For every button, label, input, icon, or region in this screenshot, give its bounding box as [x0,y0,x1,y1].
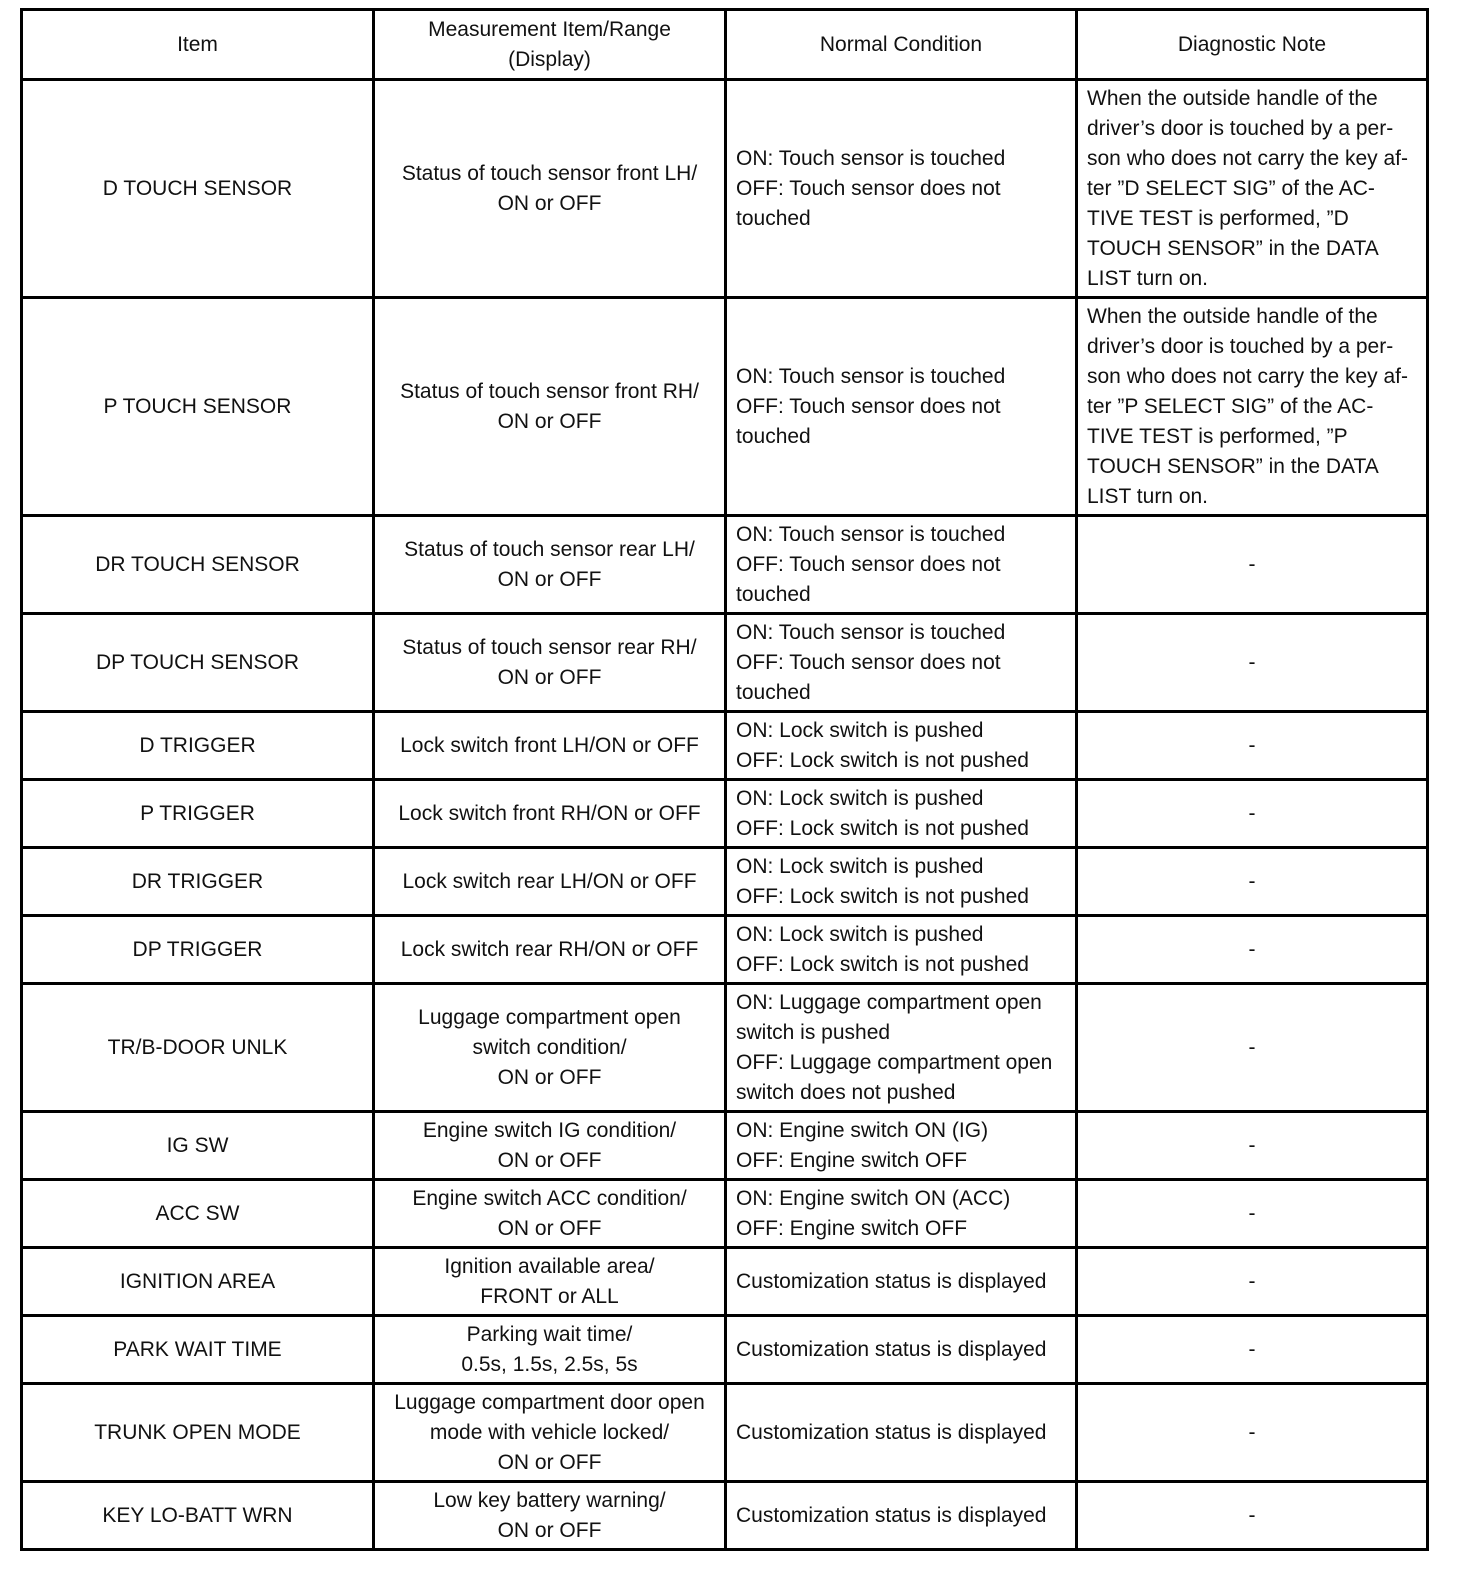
diagnostic-note-cell: - [1077,1248,1428,1316]
item-cell: DR TOUCH SENSOR [22,516,374,614]
diagnostic-note-cell: When the outside handle of the driver’s door is touched by a per- son who does not carry the key af- ter ”P SELECT SIG” of the AC- TIVE TEST is performed, ”P TOUCH SENSOR” in the DATA LIST turn on. [1077,298,1428,516]
normal-condition-cell: ON: Lock switch is pushed OFF: Lock switch is not pushed [726,848,1077,916]
range-cell: Engine switch IG condition/ ON or OFF [374,1112,726,1180]
table-row [22,712,1428,780]
item-cell: DP TRIGGER [22,916,374,984]
range-cell: Luggage compartment door open mode with vehicle locked/ ON or OFF [374,1384,726,1482]
diagnostic-note-cell: - [1077,1316,1428,1384]
range-cell: Status of touch sensor front LH/ ON or OFF [374,80,726,298]
normal-condition-cell: ON: Lock switch is pushed OFF: Lock switch is not pushed [726,916,1077,984]
table-row [22,780,1428,848]
range-cell: Status of touch sensor front RH/ ON or OFF [374,298,726,516]
diagnostic-note-cell: When the outside handle of the driver’s door is touched by a per- son who does not carry the key af- ter ”D SELECT SIG” of the AC- TIVE TEST is performed, ”D TOUCH SENSOR” in the DATA LIST turn on. [1077,80,1428,298]
table-row [22,848,1428,916]
diagnostic-note-cell: - [1077,1112,1428,1180]
header-normal-condition: Normal Condition [726,10,1077,80]
normal-condition-cell: ON: Engine switch ON (ACC) OFF: Engine switch OFF [726,1180,1077,1248]
normal-condition-cell: ON: Touch sensor is touched OFF: Touch sensor does not touched [726,614,1077,712]
item-cell: D TOUCH SENSOR [22,80,374,298]
table-row [22,80,1428,298]
range-cell: Engine switch ACC condition/ ON or OFF [374,1180,726,1248]
item-cell: DP TOUCH SENSOR [22,614,374,712]
normal-condition-cell: ON: Lock switch is pushed OFF: Lock switch is not pushed [726,780,1077,848]
range-cell: Lock switch front RH/ON or OFF [374,780,726,848]
normal-condition-cell: Customization status is displayed [726,1316,1077,1384]
table-row [22,1180,1428,1248]
table-row [22,614,1428,712]
item-cell: IG SW [22,1112,374,1180]
normal-condition-cell: ON: Luggage compartment open switch is pushed OFF: Luggage compartment open switch does not pushed [726,984,1077,1112]
diagnostic-note-cell: - [1077,984,1428,1112]
normal-condition-cell: ON: Lock switch is pushed OFF: Lock switch is not pushed [726,712,1077,780]
diagnostic-note-cell: - [1077,516,1428,614]
normal-condition-cell: ON: Touch sensor is touched OFF: Touch sensor does not touched [726,298,1077,516]
normal-condition-cell: ON: Engine switch ON (IG) OFF: Engine switch OFF [726,1112,1077,1180]
range-cell: Low key battery warning/ ON or OFF [374,1482,726,1550]
item-cell: P TOUCH SENSOR [22,298,374,516]
table-row [22,1316,1428,1384]
diagnostic-note-cell: - [1077,1384,1428,1482]
normal-condition-cell: ON: Touch sensor is touched OFF: Touch sensor does not touched [726,80,1077,298]
table-row [22,916,1428,984]
item-cell: D TRIGGER [22,712,374,780]
range-cell: Lock switch front LH/ON or OFF [374,712,726,780]
table-row [22,1384,1428,1482]
range-cell: Luggage compartment open switch condition/ ON or OFF [374,984,726,1112]
diagnostic-note-cell: - [1077,1482,1428,1550]
range-cell: Ignition available area/ FRONT or ALL [374,1248,726,1316]
item-cell: TRUNK OPEN MODE [22,1384,374,1482]
header-measurement-range: Measurement Item/Range (Display) [374,10,726,80]
item-cell: DR TRIGGER [22,848,374,916]
range-cell: Parking wait time/ 0.5s, 1.5s, 2.5s, 5s [374,1316,726,1384]
table-row [22,1248,1428,1316]
range-cell: Status of touch sensor rear LH/ ON or OFF [374,516,726,614]
diagnostic-note-cell: - [1077,916,1428,984]
header-item: Item [22,10,374,80]
range-cell: Lock switch rear LH/ON or OFF [374,848,726,916]
range-cell: Lock switch rear RH/ON or OFF [374,916,726,984]
header-row [22,10,1428,80]
table-row [22,984,1428,1112]
header-diagnostic-note: Diagnostic Note [1077,10,1428,80]
normal-condition-cell: ON: Touch sensor is touched OFF: Touch sensor does not touched [726,516,1077,614]
normal-condition-cell: Customization status is displayed [726,1248,1077,1316]
normal-condition-cell: Customization status is displayed [726,1384,1077,1482]
table-row [22,1482,1428,1550]
item-cell: PARK WAIT TIME [22,1316,374,1384]
item-cell: IGNITION AREA [22,1248,374,1316]
table-row [22,1112,1428,1180]
data-list-table [20,8,1429,1551]
diagnostic-note-cell: - [1077,712,1428,780]
item-cell: KEY LO-BATT WRN [22,1482,374,1550]
item-cell: ACC SW [22,1180,374,1248]
table-row [22,298,1428,516]
range-cell: Status of touch sensor rear RH/ ON or OFF [374,614,726,712]
normal-condition-cell: Customization status is displayed [726,1482,1077,1550]
table-row [22,516,1428,614]
item-cell: TR/B-DOOR UNLK [22,984,374,1112]
diagnostic-note-cell: - [1077,780,1428,848]
item-cell: P TRIGGER [22,780,374,848]
diagnostic-note-cell: - [1077,614,1428,712]
diagnostic-note-cell: - [1077,848,1428,916]
diagnostic-note-cell: - [1077,1180,1428,1248]
